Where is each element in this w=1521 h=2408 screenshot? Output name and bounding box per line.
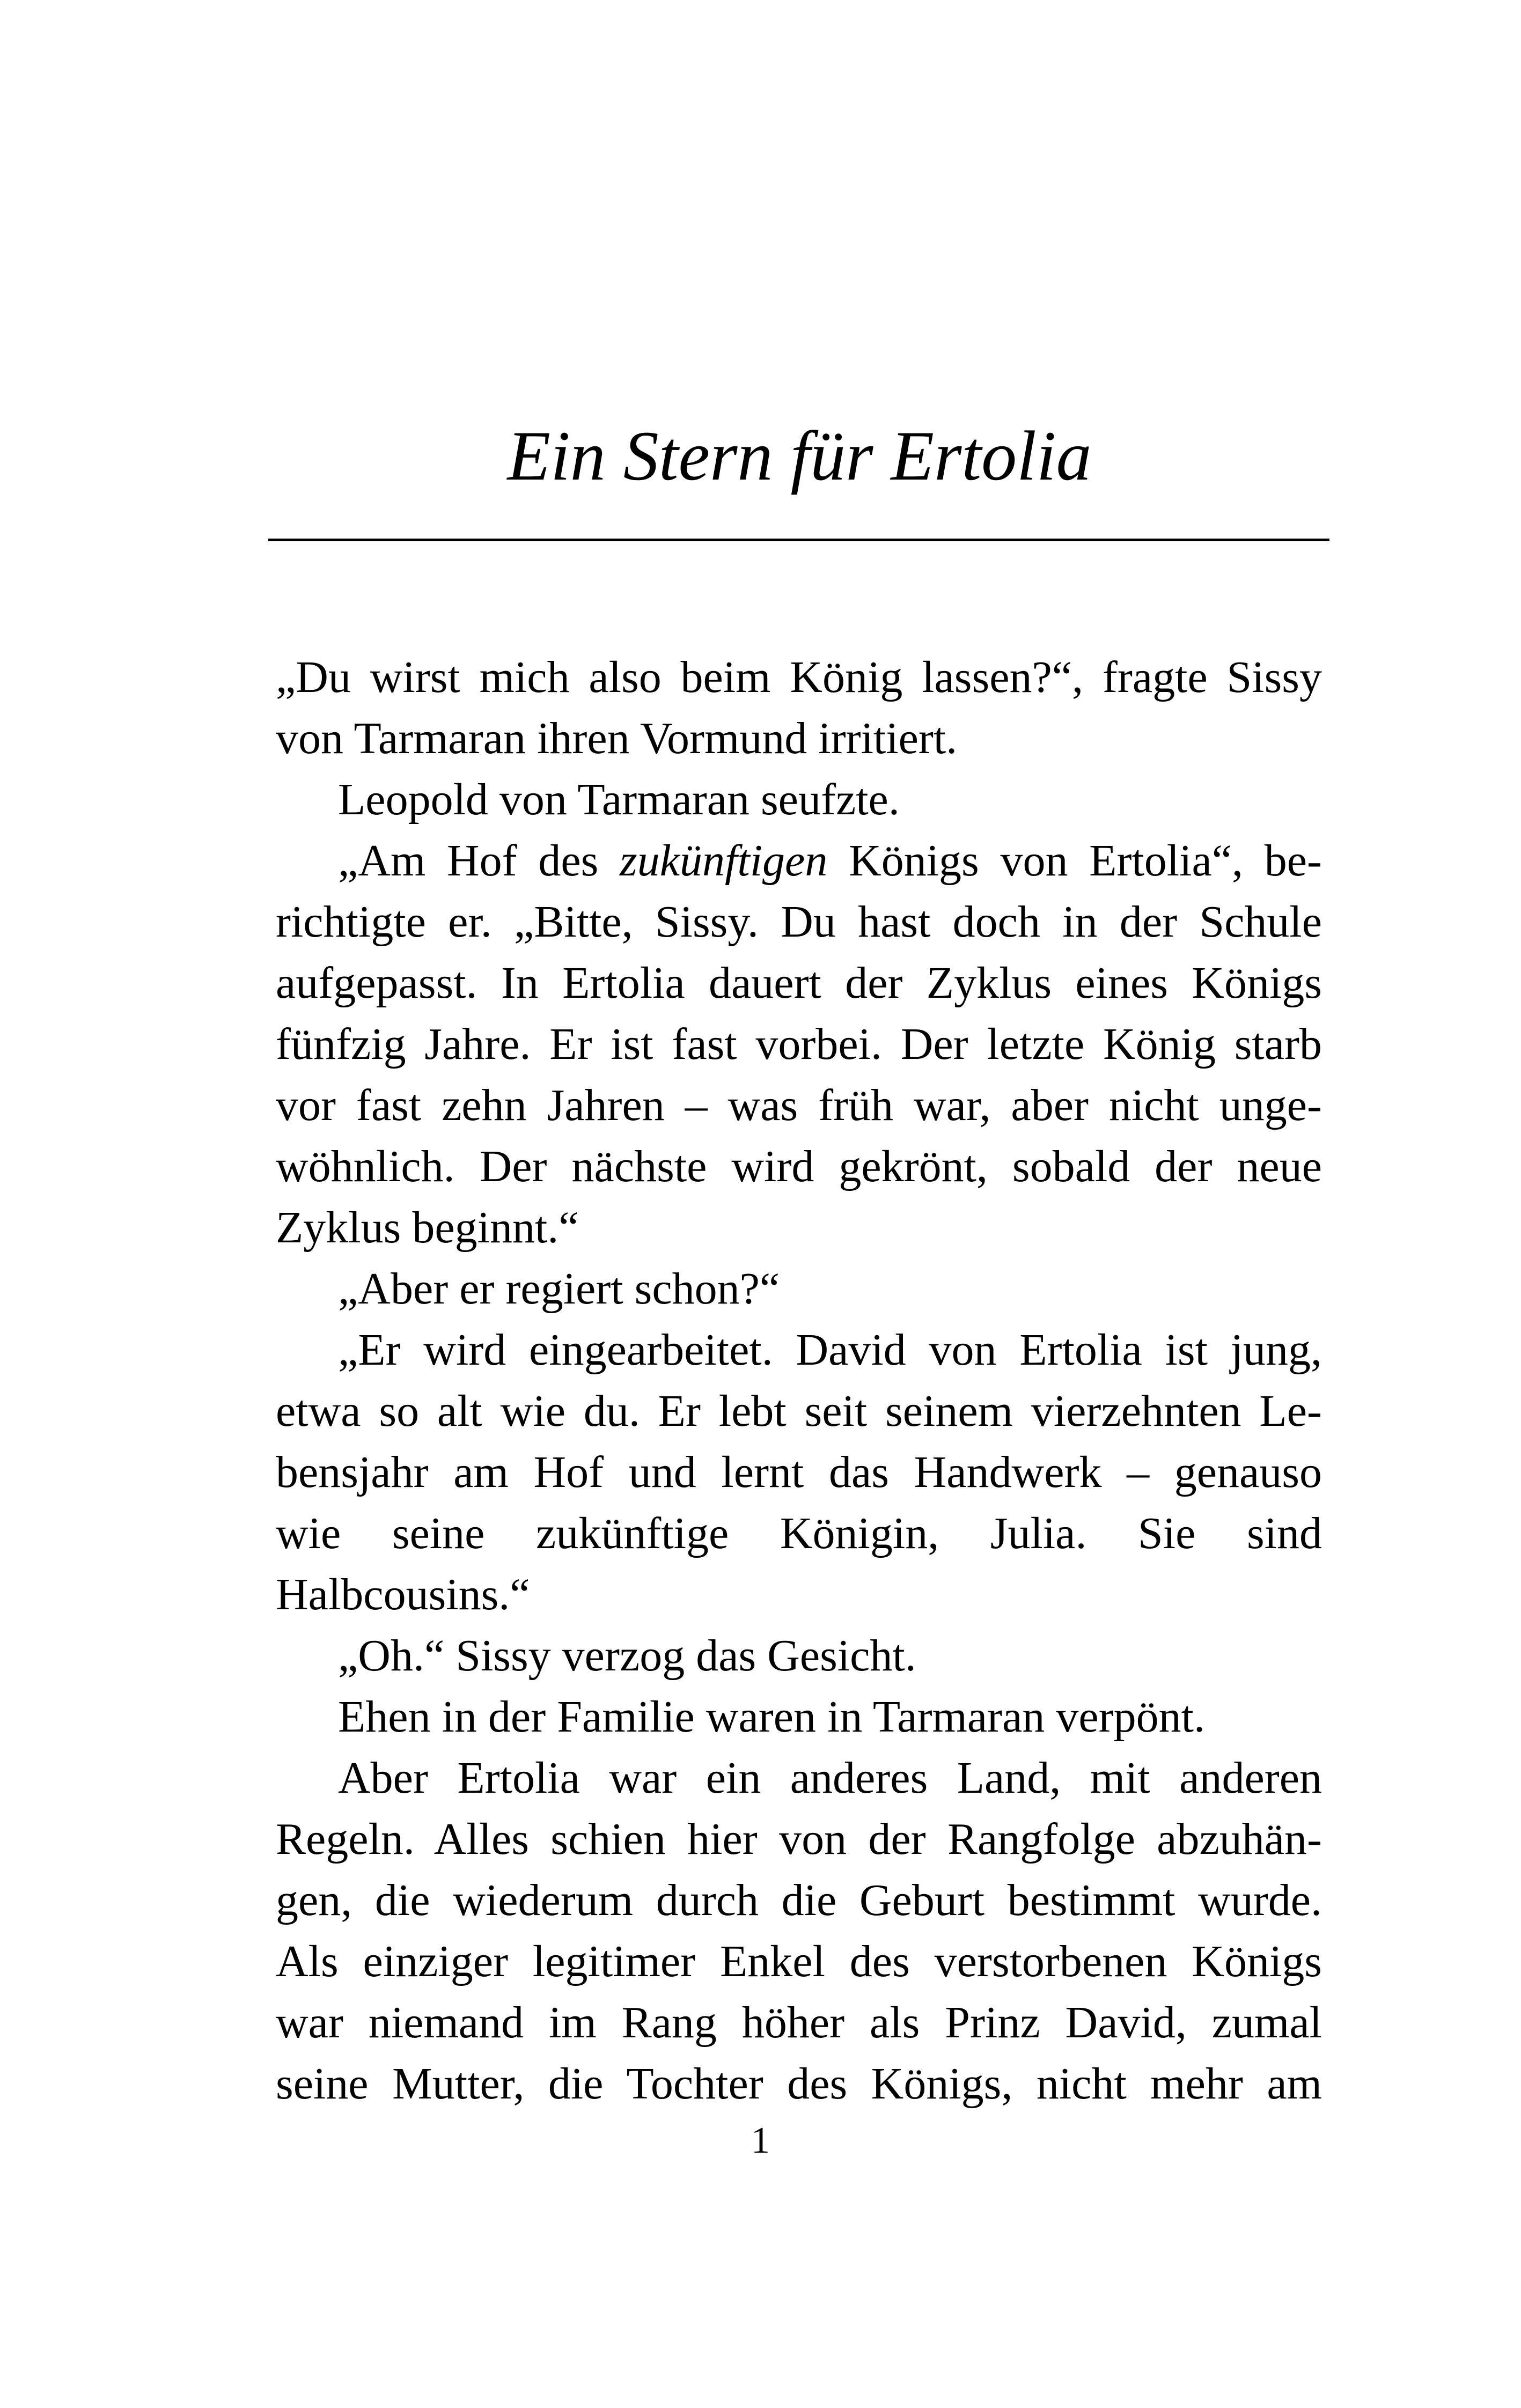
text-line	[276, 830, 1322, 892]
text-line: Zyklus beginnt.“	[276, 1203, 579, 1253]
emphasized-word: zukünftigen	[620, 836, 828, 886]
text-line: vor fast zehn Jahren – was früh war, aber nicht unge-	[276, 1080, 1322, 1130]
text-line: bensjahr am Hof und lernt das Handwerk – genauso	[276, 1447, 1322, 1497]
text-line: Halbcousins.“	[276, 1570, 530, 1619]
page-number: 1	[751, 2120, 770, 2161]
text-line: „Er wird eingearbeitet. David von Ertolia ist jung,	[338, 1325, 1322, 1375]
text-line: „Du wirst mich also beim König lassen?“, fragte Sissy	[276, 652, 1322, 702]
chapter-body	[276, 647, 1322, 2115]
text-line: „Oh.“ Sissy verzog das Gesicht.	[338, 1631, 916, 1681]
text-segment: „Am Hof des	[338, 836, 620, 886]
text-line: gen, die wiederum durch die Geburt bestimmt wurde.	[276, 1875, 1322, 1925]
text-line: richtigte er. „Bitte, Sissy. Du hast doch in der Schule	[276, 897, 1322, 947]
title-divider	[268, 539, 1329, 541]
text-line: wie seine zukünftige Königin, Julia. Sie sind	[276, 1508, 1322, 1558]
text-line: fünfzig Jahre. Er ist fast vorbei. Der letzte König starb	[276, 1019, 1322, 1069]
text-line: Ehen in der Familie waren in Tarmaran verpönt.	[338, 1692, 1206, 1742]
text-line: war niemand im Rang höher als Prinz David, zumal	[276, 1998, 1322, 2048]
text-line: wöhnlich. Der nächste wird gekrönt, sobald der neue	[276, 1142, 1322, 1191]
text-line: Als einziger legitimer Enkel des verstorbenen Königs	[276, 1936, 1322, 1986]
text-line: etwa so alt wie du. Er lebt seit seinem vierzehnten Le-	[276, 1386, 1322, 1436]
text-line: Leopold von Tarmaran seufzte.	[338, 775, 900, 824]
text-line: „Aber er regiert schon?“	[338, 1264, 780, 1314]
text-line: Regeln. Alles schien hier von der Rangfolge abzuhän-	[276, 1814, 1322, 1864]
text-segment: Königs von Ertolia“, be-	[827, 836, 1322, 886]
text-line: Aber Ertolia war ein anderes Land, mit anderen	[338, 1753, 1322, 1803]
text-line: von Tarmaran ihren Vormund irritiert.	[276, 713, 958, 763]
text-line: seine Mutter, die Tochter des Königs, nicht mehr am	[276, 2059, 1322, 2109]
text-line: aufgepasst. In Ertolia dauert der Zyklus eines Königs	[276, 958, 1322, 1008]
chapter-title: Ein Stern für Ertolia	[507, 416, 1092, 495]
